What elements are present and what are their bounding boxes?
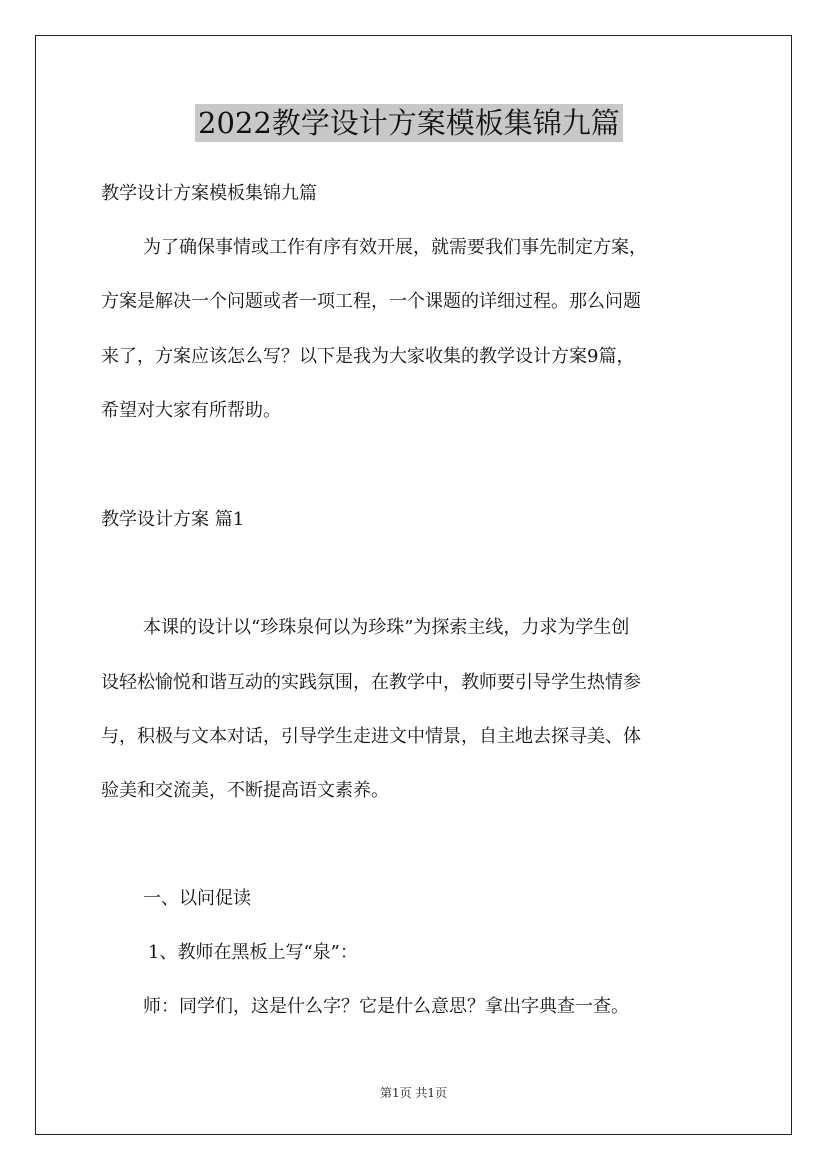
- intro-line-3: 来了，方案应该怎么写？以下是我为大家收集的教学设计方案9篇，: [101, 346, 635, 367]
- body-line-3: 与，积极与文本对话，引导学生走进文中情景，自主地去探寻美、体: [101, 726, 641, 747]
- step-item: 1、教师在黑板上写“泉”：: [148, 942, 358, 963]
- intro-line-4: 希望对大家有所帮助。: [101, 400, 281, 421]
- page-footer: 第1页 共1页: [379, 1086, 448, 1100]
- document-title: 2022教学设计方案模板集锦九篇: [195, 104, 623, 142]
- body-line-2: 设轻松愉悦和谐互动的实践氛围，在教学中，教师要引导学生热情参: [101, 672, 641, 693]
- document-subtitle: 教学设计方案模板集锦九篇: [101, 183, 317, 204]
- body-line-1: 本课的设计以“珍珠泉何以为珍珠”为探索主线，力求为学生创: [143, 617, 630, 638]
- intro-line-2: 方案是解决一个问题或者一项工程，一个课题的详细过程。那么问题: [101, 291, 641, 312]
- dialogue-line: 师：同学们，这是什么字？它是什么意思？拿出字典查一查。: [143, 996, 629, 1017]
- section-heading: 教学设计方案 篇1: [101, 509, 245, 530]
- intro-line-1: 为了确保事情或工作有序有效开展，就需要我们事先制定方案，: [143, 237, 647, 258]
- body-line-4: 验美和交流美，不断提高语文素养。: [101, 780, 389, 801]
- step-heading: 一、以问促读: [143, 888, 251, 909]
